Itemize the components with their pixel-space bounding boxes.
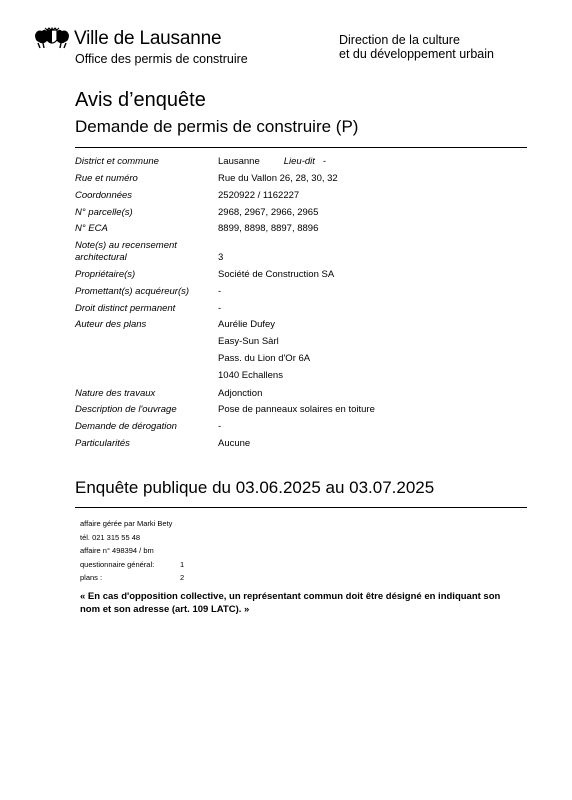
value-coordonnees: 2520922 / 1162227 — [218, 190, 300, 201]
label-note-recensement — [75, 240, 215, 263]
label-note-line-1: Note(s) au recensement — [75, 240, 177, 251]
value-description: Pose de panneaux solaires en toiture — [218, 404, 375, 415]
value-note-recensement: 3 — [218, 252, 224, 263]
page-subtitle: Demande de permis de construire (P) — [75, 117, 359, 136]
value-parcelle: 2968, 2967, 2966, 2965 — [218, 207, 319, 218]
value-droit-distinct: - — [218, 303, 222, 314]
meta-plans-value: 2 — [180, 573, 185, 582]
label-parcelle: N° parcelle(s) — [75, 207, 133, 218]
department-line-1: Direction de la culture — [339, 33, 460, 47]
meta-row — [80, 517, 184, 531]
auteur-line: Easy-Sun Sàrl — [218, 336, 279, 347]
org-name: Ville de Lausanne — [74, 28, 222, 49]
label-eca: N° ECA — [75, 223, 108, 234]
meta-questionnaire-label: questionnaire général: — [80, 559, 155, 569]
auteur-line: Aurélie Dufey — [218, 319, 276, 330]
label-nature: Nature des travaux — [75, 388, 156, 399]
divider — [75, 507, 527, 508]
value-auteur — [218, 316, 310, 384]
label-coordonnees: Coordonnées — [75, 190, 133, 201]
value-derogation: - — [218, 421, 222, 432]
meta-row — [80, 558, 184, 572]
lausanne-crest-logo — [33, 27, 71, 49]
meta-questionnaire-value: 1 — [180, 559, 185, 569]
label-lieu-dit: Lieu-dit — [283, 156, 315, 167]
label-proprietaire: Propriétaire(s) — [75, 269, 136, 280]
district-value: Lausanne — [218, 156, 260, 167]
value-nature: Adjonction — [218, 388, 263, 399]
value-lieu-dit: - — [322, 156, 327, 167]
value-rue: Rue du Vallon 26, 28, 30, 32 — [218, 173, 338, 184]
auteur-line: Pass. du Lion d'Or 6A — [218, 353, 311, 364]
label-auteur: Auteur des plans — [75, 319, 147, 330]
value-district — [218, 156, 326, 168]
case-metadata — [80, 517, 184, 585]
label-description: Description de l'ouvrage — [75, 404, 177, 415]
value-particularites: Aucune — [218, 438, 251, 449]
value-proprietaire: Société de Construction SA — [218, 269, 335, 280]
department-name — [339, 34, 494, 61]
opposition-note: « En cas d'opposition collective, un représentant commun doit être désigné en indiquant son nom et son adresse (art. 109 LATC). » — [80, 591, 501, 615]
meta-case-number: affaire n° 498394 / bm — [80, 546, 154, 555]
label-promettant: Promettant(s) acquéreur(s) — [75, 286, 190, 297]
value-promettant: - — [218, 286, 222, 297]
meta-phone: tél. 021 315 55 48 — [80, 532, 141, 542]
enquete-period: Enquête publique du 03.06.2025 au 03.07.2025 — [75, 478, 435, 497]
meta-manager: affaire gérée par Marki Bety — [80, 519, 173, 528]
meta-row — [80, 571, 184, 585]
divider — [75, 147, 527, 148]
meta-row — [80, 531, 184, 545]
label-district: District et commune — [75, 156, 159, 167]
label-note-line-2: architectural — [75, 251, 127, 263]
page-title: Avis d’enquête — [75, 89, 206, 111]
label-rue: Rue et numéro — [75, 173, 138, 184]
org-subtitle: Office des permis de construire — [75, 52, 248, 66]
meta-row — [80, 544, 184, 558]
label-derogation: Demande de dérogation — [75, 421, 177, 432]
auteur-line: 1040 Echallens — [218, 370, 283, 381]
value-eca: 8899, 8898, 8897, 8896 — [218, 223, 319, 234]
label-droit-distinct: Droit distinct permanent — [75, 303, 176, 314]
label-particularites: Particularités — [75, 438, 130, 449]
meta-plans-label: plans : — [80, 573, 103, 582]
department-line-2: et du développement urbain — [339, 46, 494, 61]
